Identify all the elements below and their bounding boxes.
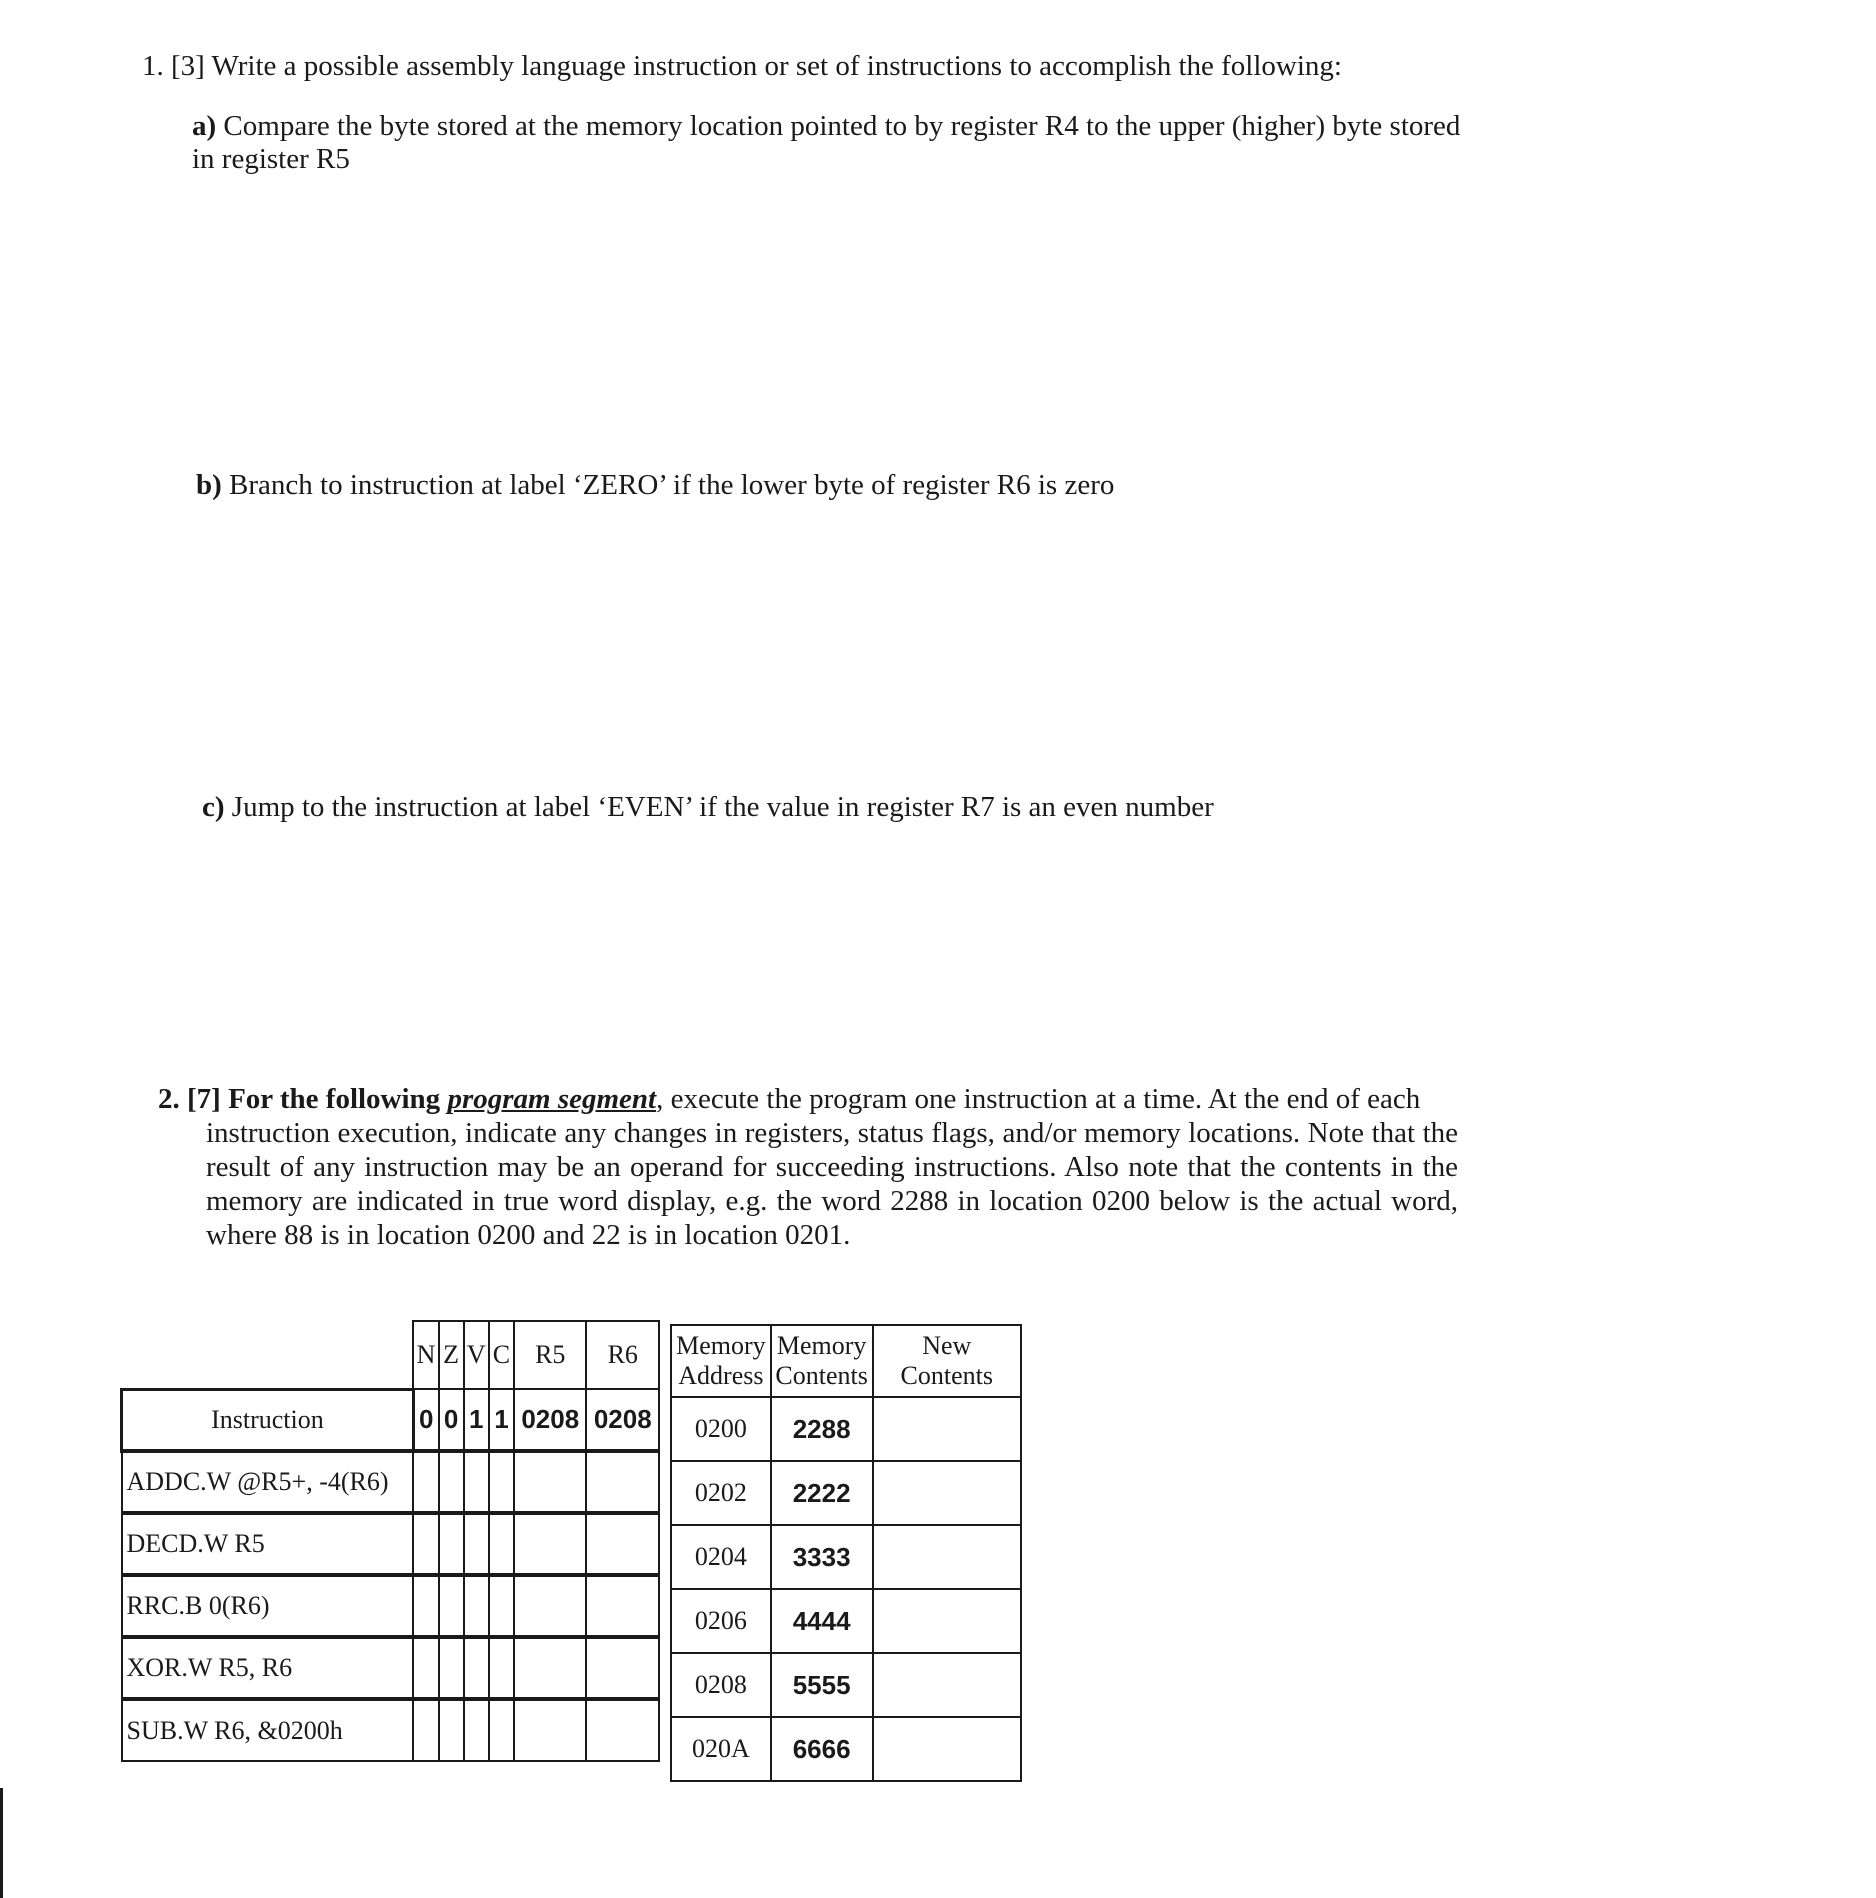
new-contents-cell[interactable]	[873, 1461, 1021, 1525]
answer-cell[interactable]	[489, 1575, 514, 1637]
answer-cell[interactable]	[489, 1637, 514, 1699]
answer-cell[interactable]	[413, 1513, 438, 1575]
answer-cell[interactable]	[586, 1637, 659, 1699]
initial-r6: 0208	[586, 1389, 659, 1451]
initial-c: 1	[489, 1389, 514, 1451]
answer-cell[interactable]	[586, 1513, 659, 1575]
answer-cell[interactable]	[514, 1699, 586, 1761]
answer-cell[interactable]	[464, 1451, 489, 1513]
initial-v: 1	[464, 1389, 489, 1451]
header-c: C	[489, 1321, 514, 1389]
question-2-first-line	[158, 1082, 1458, 1116]
new-contents-cell[interactable]	[873, 1653, 1021, 1717]
answer-cell[interactable]	[413, 1699, 438, 1761]
memory-table	[670, 1324, 1022, 1782]
answer-cell[interactable]	[413, 1575, 438, 1637]
question-1b-label: b)	[196, 469, 222, 501]
answer-cell[interactable]	[489, 1451, 514, 1513]
question-2-line1-rest: , execute the program one instruction at a time. At the end of each	[656, 1083, 1421, 1115]
memory-contents: 3333	[771, 1525, 873, 1589]
question-2-number: 2. [7] For the following	[158, 1083, 448, 1115]
question-1c-text: Jump to the instruction at label ‘EVEN’ if the value in register R7 is an even number	[231, 791, 1214, 823]
answer-cell[interactable]	[586, 1575, 659, 1637]
question-1-heading: 1. [3] Write a possible assembly language instruction or set of instructions to accomplish the following:	[142, 50, 1342, 82]
register-table	[120, 1320, 660, 1762]
answer-cell[interactable]	[439, 1637, 464, 1699]
initial-n: 0	[413, 1389, 438, 1451]
instruction-row: DECD.W R5	[122, 1513, 414, 1575]
question-2-emphasis: program segment	[447, 1083, 657, 1115]
question-2-body: instruction execution, indicate any changes in registers, status flags, and/or memory locations. Note that the result of any instruction may be an operand for succeeding instructions. Also note that the contents in the memory are indicated in true word display, e.g. the word 2288 in location 0200 below is the actual word, where 88 is in location 0200 and 22 is in location 0201.	[206, 1117, 1458, 1251]
answer-cell[interactable]	[464, 1699, 489, 1761]
instruction-row: XOR.W R5, R6	[122, 1637, 414, 1699]
initial-z: 0	[439, 1389, 464, 1451]
memory-contents: 6666	[771, 1717, 873, 1781]
header-memory-address: Memory Address	[671, 1325, 771, 1397]
answer-cell[interactable]	[586, 1451, 659, 1513]
answer-cell[interactable]	[439, 1513, 464, 1575]
answer-cell[interactable]	[514, 1637, 586, 1699]
initial-r5: 0208	[514, 1389, 586, 1451]
question-1c	[202, 791, 1214, 824]
answer-cell[interactable]	[489, 1699, 514, 1761]
memory-contents: 2222	[771, 1461, 873, 1525]
instruction-row: ADDC.W @R5+, -4(R6)	[122, 1451, 414, 1513]
answer-cell[interactable]	[413, 1637, 438, 1699]
question-1a-label: a)	[192, 110, 217, 142]
header-r5: R5	[514, 1321, 586, 1389]
answer-cell[interactable]	[464, 1513, 489, 1575]
question-1a	[192, 110, 1462, 176]
new-contents-cell[interactable]	[873, 1397, 1021, 1461]
memory-address: 0206	[671, 1589, 771, 1653]
question-1b	[196, 469, 1114, 502]
memory-contents: 2288	[771, 1397, 873, 1461]
header-blank	[122, 1321, 414, 1389]
answer-cell[interactable]	[464, 1637, 489, 1699]
new-contents-cell[interactable]	[873, 1589, 1021, 1653]
new-contents-cell[interactable]	[873, 1717, 1021, 1781]
memory-contents: 4444	[771, 1589, 873, 1653]
question-1c-label: c)	[202, 791, 225, 823]
scan-edge-line	[0, 1788, 3, 1898]
header-r6: R6	[586, 1321, 659, 1389]
answer-cell[interactable]	[514, 1513, 586, 1575]
header-v: V	[464, 1321, 489, 1389]
instruction-row: SUB.W R6, &0200h	[122, 1699, 414, 1761]
header-n: N	[413, 1321, 438, 1389]
answer-cell[interactable]	[586, 1699, 659, 1761]
question-2	[158, 1082, 1458, 1252]
answer-cell[interactable]	[439, 1451, 464, 1513]
answer-cell[interactable]	[489, 1513, 514, 1575]
answer-cell[interactable]	[439, 1575, 464, 1637]
memory-address: 0204	[671, 1525, 771, 1589]
answer-cell[interactable]	[514, 1575, 586, 1637]
answer-cell[interactable]	[464, 1575, 489, 1637]
answer-cell[interactable]	[514, 1451, 586, 1513]
memory-address: 0200	[671, 1397, 771, 1461]
answer-cell[interactable]	[413, 1451, 438, 1513]
new-contents-cell[interactable]	[873, 1525, 1021, 1589]
memory-address: 0202	[671, 1461, 771, 1525]
header-instruction: Instruction	[122, 1389, 414, 1451]
header-z: Z	[439, 1321, 464, 1389]
question-1b-text: Branch to instruction at label ‘ZERO’ if the lower byte of register R6 is zero	[229, 469, 1115, 501]
question-1a-text: Compare the byte stored at the memory location pointed to by register R4 to the upper (higher) byte stored in register R5	[192, 110, 1461, 175]
instruction-row: RRC.B 0(R6)	[122, 1575, 414, 1637]
memory-contents: 5555	[771, 1653, 873, 1717]
memory-address: 0208	[671, 1653, 771, 1717]
header-new-contents: New Contents	[873, 1325, 1021, 1397]
header-memory-contents: Memory Contents	[771, 1325, 873, 1397]
memory-address: 020A	[671, 1717, 771, 1781]
answer-cell[interactable]	[439, 1699, 464, 1761]
